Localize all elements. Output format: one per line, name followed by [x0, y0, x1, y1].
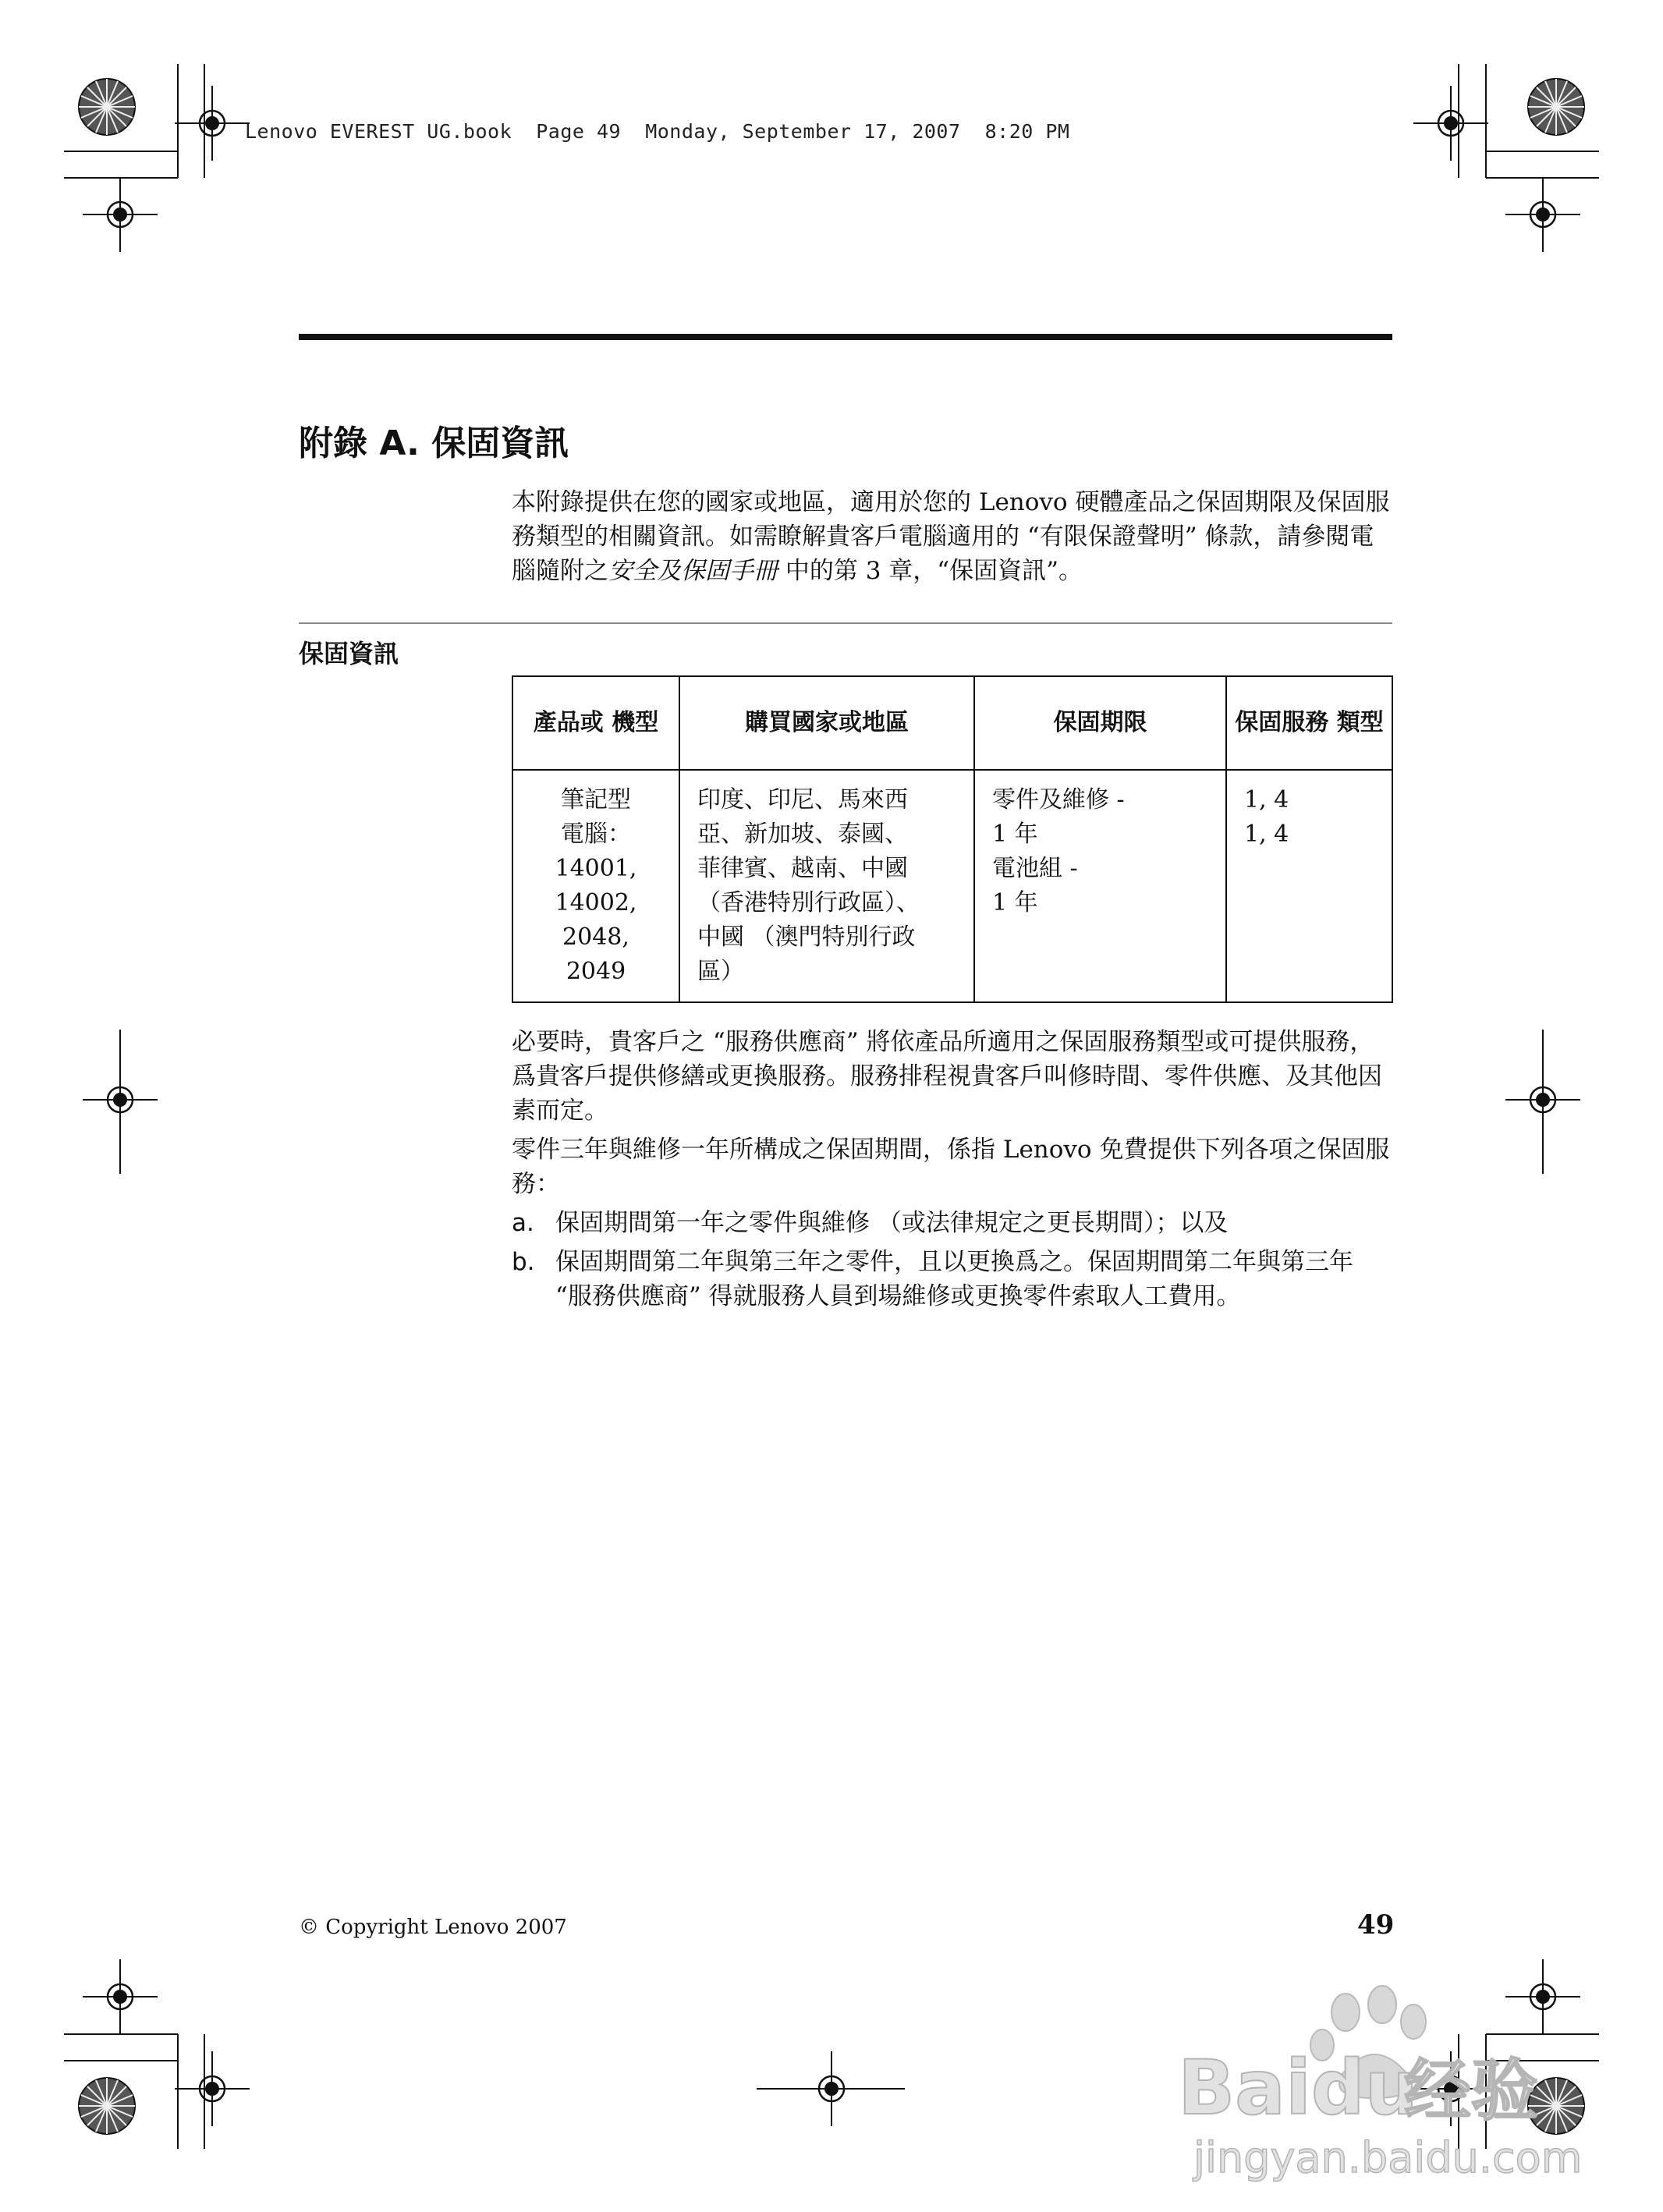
cell-line: 2048, — [562, 923, 629, 951]
header-product-line2: 機型 — [612, 709, 659, 736]
cell-line: 14002, — [555, 889, 637, 916]
intro-text: 本附錄提供在您的國家或地區，適用於您的 Lenovo 硬體產品之保固期限及保固服務類型的相關資訊。如需瞭解貴客戶電腦適用的 “有限保證聲明” 條款，請參閱電腦隨附之 — [512, 488, 1390, 585]
cell-line: 筆記型 — [561, 786, 631, 814]
table-header-row — [512, 676, 1392, 770]
cell-line: 電池組 - — [992, 855, 1078, 882]
cell-period — [974, 770, 1226, 1002]
manual-title: 安全及保固手冊 — [608, 557, 778, 585]
cell-line: 菲律賓、越南、中國 — [697, 855, 908, 882]
cell-line: 中國 （澳門特別行政 — [697, 923, 916, 951]
registration-mark-icon — [83, 1959, 158, 2034]
warranty-table — [512, 675, 1393, 1003]
header-service — [1226, 676, 1392, 770]
cell-line: 電腦： — [561, 821, 631, 848]
chapter-top-rule — [299, 334, 1392, 340]
table-row — [512, 770, 1392, 1002]
list-item — [512, 1206, 1393, 1240]
cell-line: （香港特別行政區）、 — [697, 889, 920, 916]
header-country: 購買國家或地區 — [679, 676, 974, 770]
list-marker: b. — [512, 1248, 535, 1276]
section-title: 保固資訊 — [299, 639, 399, 668]
cell-line: 印度、印尼、馬來西 — [697, 786, 908, 814]
list-text: 保固期間第二年與第三年之零件，且以更換爲之。保固期間第二年與第三年 “服務供應商” 得就服務人員到場維修或更換零件索取人工費用。 — [555, 1248, 1353, 1310]
watermark-brand: Baidu — [1178, 2044, 1418, 2132]
cell-line: 1, 4 — [1244, 821, 1289, 848]
header-service-line2: 類型 — [1336, 709, 1384, 736]
star-target-icon — [1528, 79, 1584, 135]
page-number: 49 — [1357, 1909, 1395, 1941]
cell-line: 1, 4 — [1244, 786, 1289, 814]
copyright-notice: © Copyright Lenovo 2007 — [299, 1916, 567, 1939]
cell-line: 區） — [697, 958, 744, 985]
header-service-line1: 保固服務 — [1235, 709, 1329, 736]
cell-service — [1226, 770, 1392, 1002]
cell-product — [512, 770, 679, 1002]
registration-mark-icon — [175, 2051, 250, 2126]
star-target-icon — [79, 2078, 135, 2134]
registration-mark-icon — [175, 86, 250, 161]
print-slug-line: Lenovo EVEREST UG.book Page 49 Monday, September 17, 2007 8:20 PM — [245, 120, 1070, 143]
list-item — [512, 1245, 1393, 1313]
watermark-url: jingyan.baidu.com — [1193, 2133, 1583, 2182]
intro-text-end: 中的第 3 章，“保固資訊”。 — [778, 557, 1083, 585]
cell-line: 零件及維修 - — [992, 786, 1125, 814]
header-period: 保固期限 — [974, 676, 1226, 770]
section-rule — [299, 622, 1392, 624]
cell-line: 1 年 — [992, 889, 1038, 916]
header-product-line1: 產品或 — [533, 709, 604, 736]
cell-line: 14001, — [555, 855, 637, 882]
watermark-sub: 经验 — [1404, 2052, 1538, 2130]
registration-mark-icon — [1413, 86, 1488, 161]
header-product — [512, 676, 679, 770]
cell-line: 1 年 — [992, 821, 1038, 848]
cell-line: 亞、新加坡、泰國、 — [697, 821, 908, 848]
list-marker: a. — [512, 1209, 534, 1237]
list-text: 保固期間第一年之零件與維修 （或法律規定之更長期間）；以及 — [555, 1209, 1229, 1237]
service-provider-paragraph: 必要時，貴客戶之 “服務供應商” 將依產品所適用之保固服務類型或可提供服務，爲貴客戶提供修繕或更換服務。服務排程視貴客戶叫修時間、零件供應、及其他因素而定。 — [512, 1028, 1382, 1125]
three-year-paragraph: 零件三年與維修一年所構成之保固期間，係指 Lenovo 免費提供下列各項之保固服務： — [512, 1136, 1390, 1198]
chapter-title: 附錄 A. 保固資訊 — [299, 424, 569, 463]
star-target-icon — [79, 79, 135, 135]
registration-mark-icon — [1505, 177, 1580, 252]
cell-country — [679, 770, 974, 1002]
cell-line: 2049 — [566, 958, 626, 985]
intro-paragraph — [512, 485, 1393, 588]
baidu-jingyan-watermark — [1170, 1981, 1607, 2192]
registration-mark-icon — [83, 177, 158, 252]
